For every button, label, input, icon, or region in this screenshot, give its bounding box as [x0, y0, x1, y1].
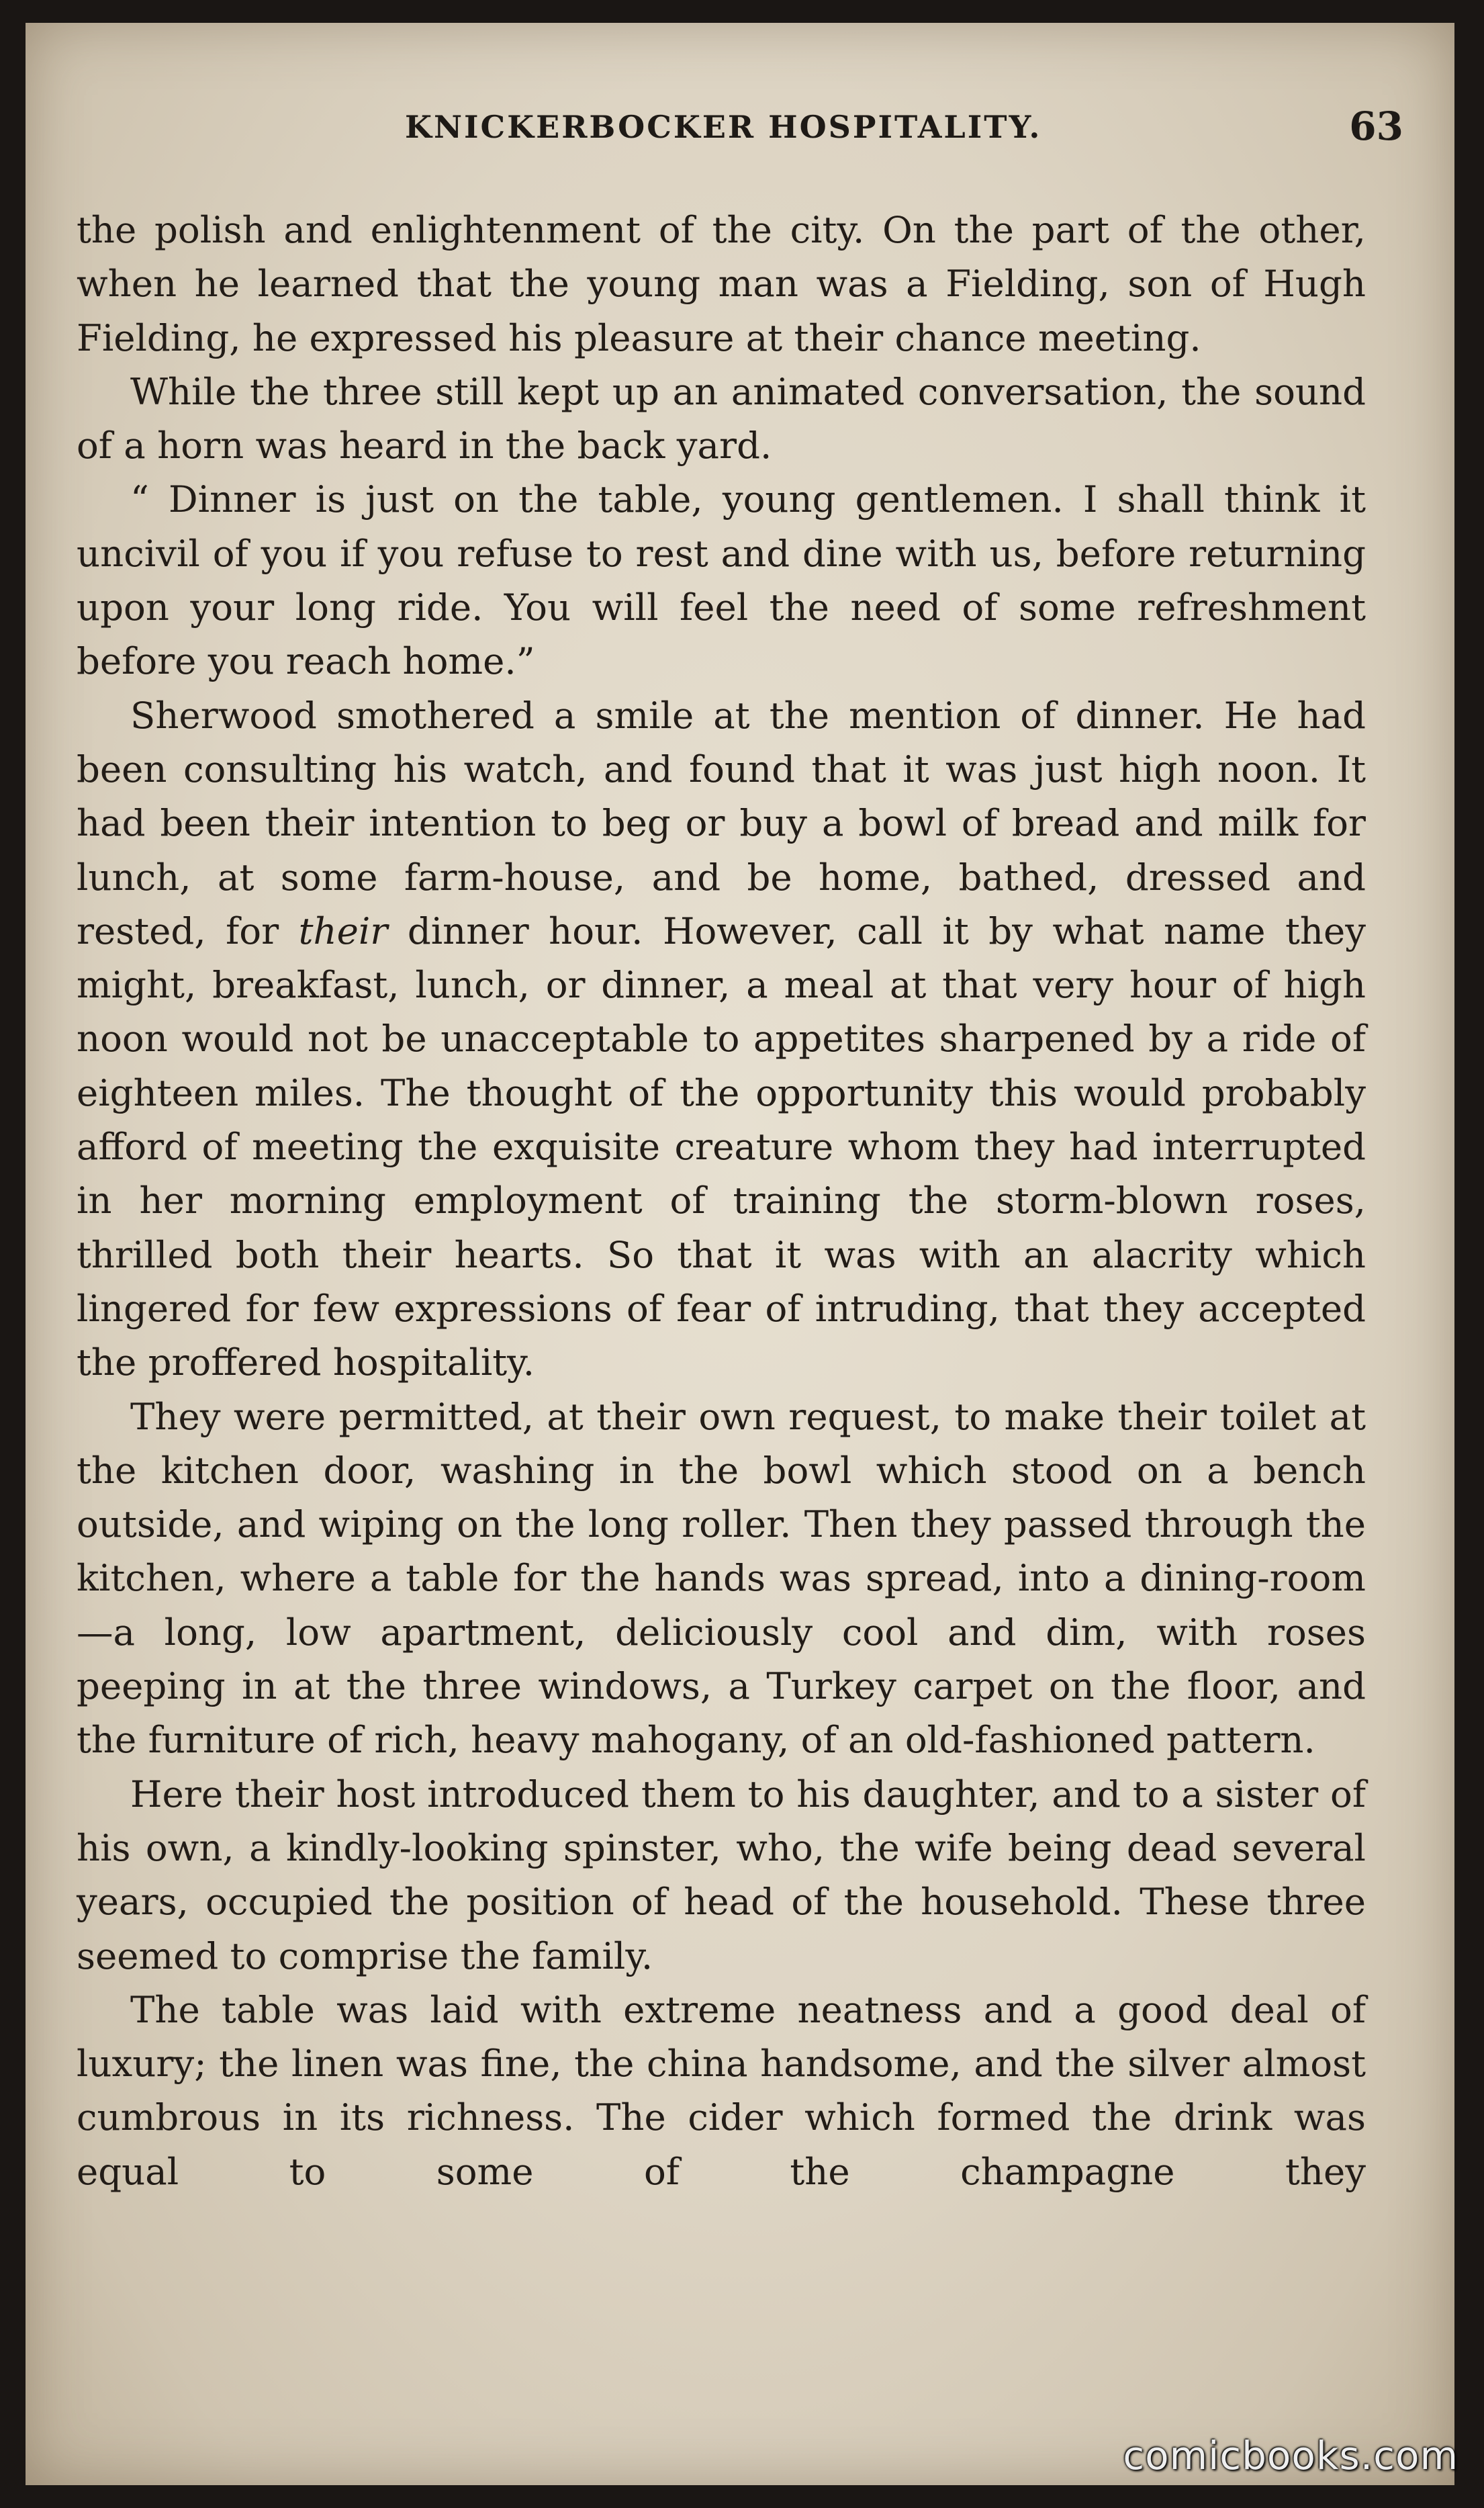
paragraph-6: Here their host introduced them to his daughter, and to a sister of his own, a kindly-looking spinster, who, the wife being dead several years, occupied the position of head of the household. These three seemed to comprise the family. — [77, 1772, 1366, 1977]
book-page — [26, 23, 1454, 2485]
paragraph-4 — [77, 688, 1366, 1390]
body-text — [77, 203, 1366, 2198]
paragraph-3: “ Dinner is just on the table, young gentlemen. I shall think it uncivil of you if you refuse to rest and dine with us, before returning upon your long ride. You will feel the need of some refreshment before you reach home.” — [77, 478, 1366, 683]
paragraph-7: The table was laid with extreme neatness and a good deal of luxury; the linen was fine, the china handsome, and the silver almost cumbrous in its richness. The cider which formed the drink was equal to some of the champagne they — [77, 1987, 1366, 2193]
paragraph-5: They were permitted, at their own request, to make their toilet at the kitchen door, washing in the bowl which stood on a bench outside, and wiping on the long roller. Then they passed through the kitchen, where a table for the hands was spread, into a dining-room—a long, low apartment, deliciously cool and dim, with roses peeping in at the three windows, a Turkey carpet on the floor, and the furniture of rich, heavy mahogany, of an old-fashioned pattern. — [77, 1394, 1366, 1762]
watermark: comicbooks.com — [1123, 2433, 1458, 2478]
paragraph-4-emphasis: their — [298, 909, 388, 952]
paragraph-2: While the three still kept up an animated conversation, the sound of a horn was heard in the back yard. — [77, 369, 1366, 467]
running-head: KNICKERBOCKER HOSPITALITY. — [405, 109, 1042, 145]
paragraph-1: the polish and enlightenment of the city. On the part of the other, when he learned that the young man was a Fielding, son of Hugh Fielding, he expressed his pleasure at their chance meeting. — [77, 208, 1366, 359]
paragraph-4-text-before: Sherwood smothered a smile at the mention of dinner. He had been consulting his watch, and found that it was just high noon. It had been their intention to beg or buy a bowl of bread and milk for lunch, at some farm-house, and be home, bathed, dressed and rested, for — [77, 693, 1366, 952]
paragraph-4-text-after: dinner hour. However, call it by what name they might, breakfast, lunch, or dinner, a meal at that very hour of high noon would not be unacceptable to appetites sharpened by a ride of eighteen miles. The thought of the opportunity this would probably afford of meeting the exquisite creature whom they had interrupted in her morning employment of training the storm-blown roses, thrilled both their hearts. So that it was with an alacrity which lingered for few expressions of fear of intruding, that they accepted the proffered hospitality. — [77, 909, 1366, 1384]
page-number: 63 — [1349, 103, 1403, 149]
page-header — [26, 102, 1454, 156]
